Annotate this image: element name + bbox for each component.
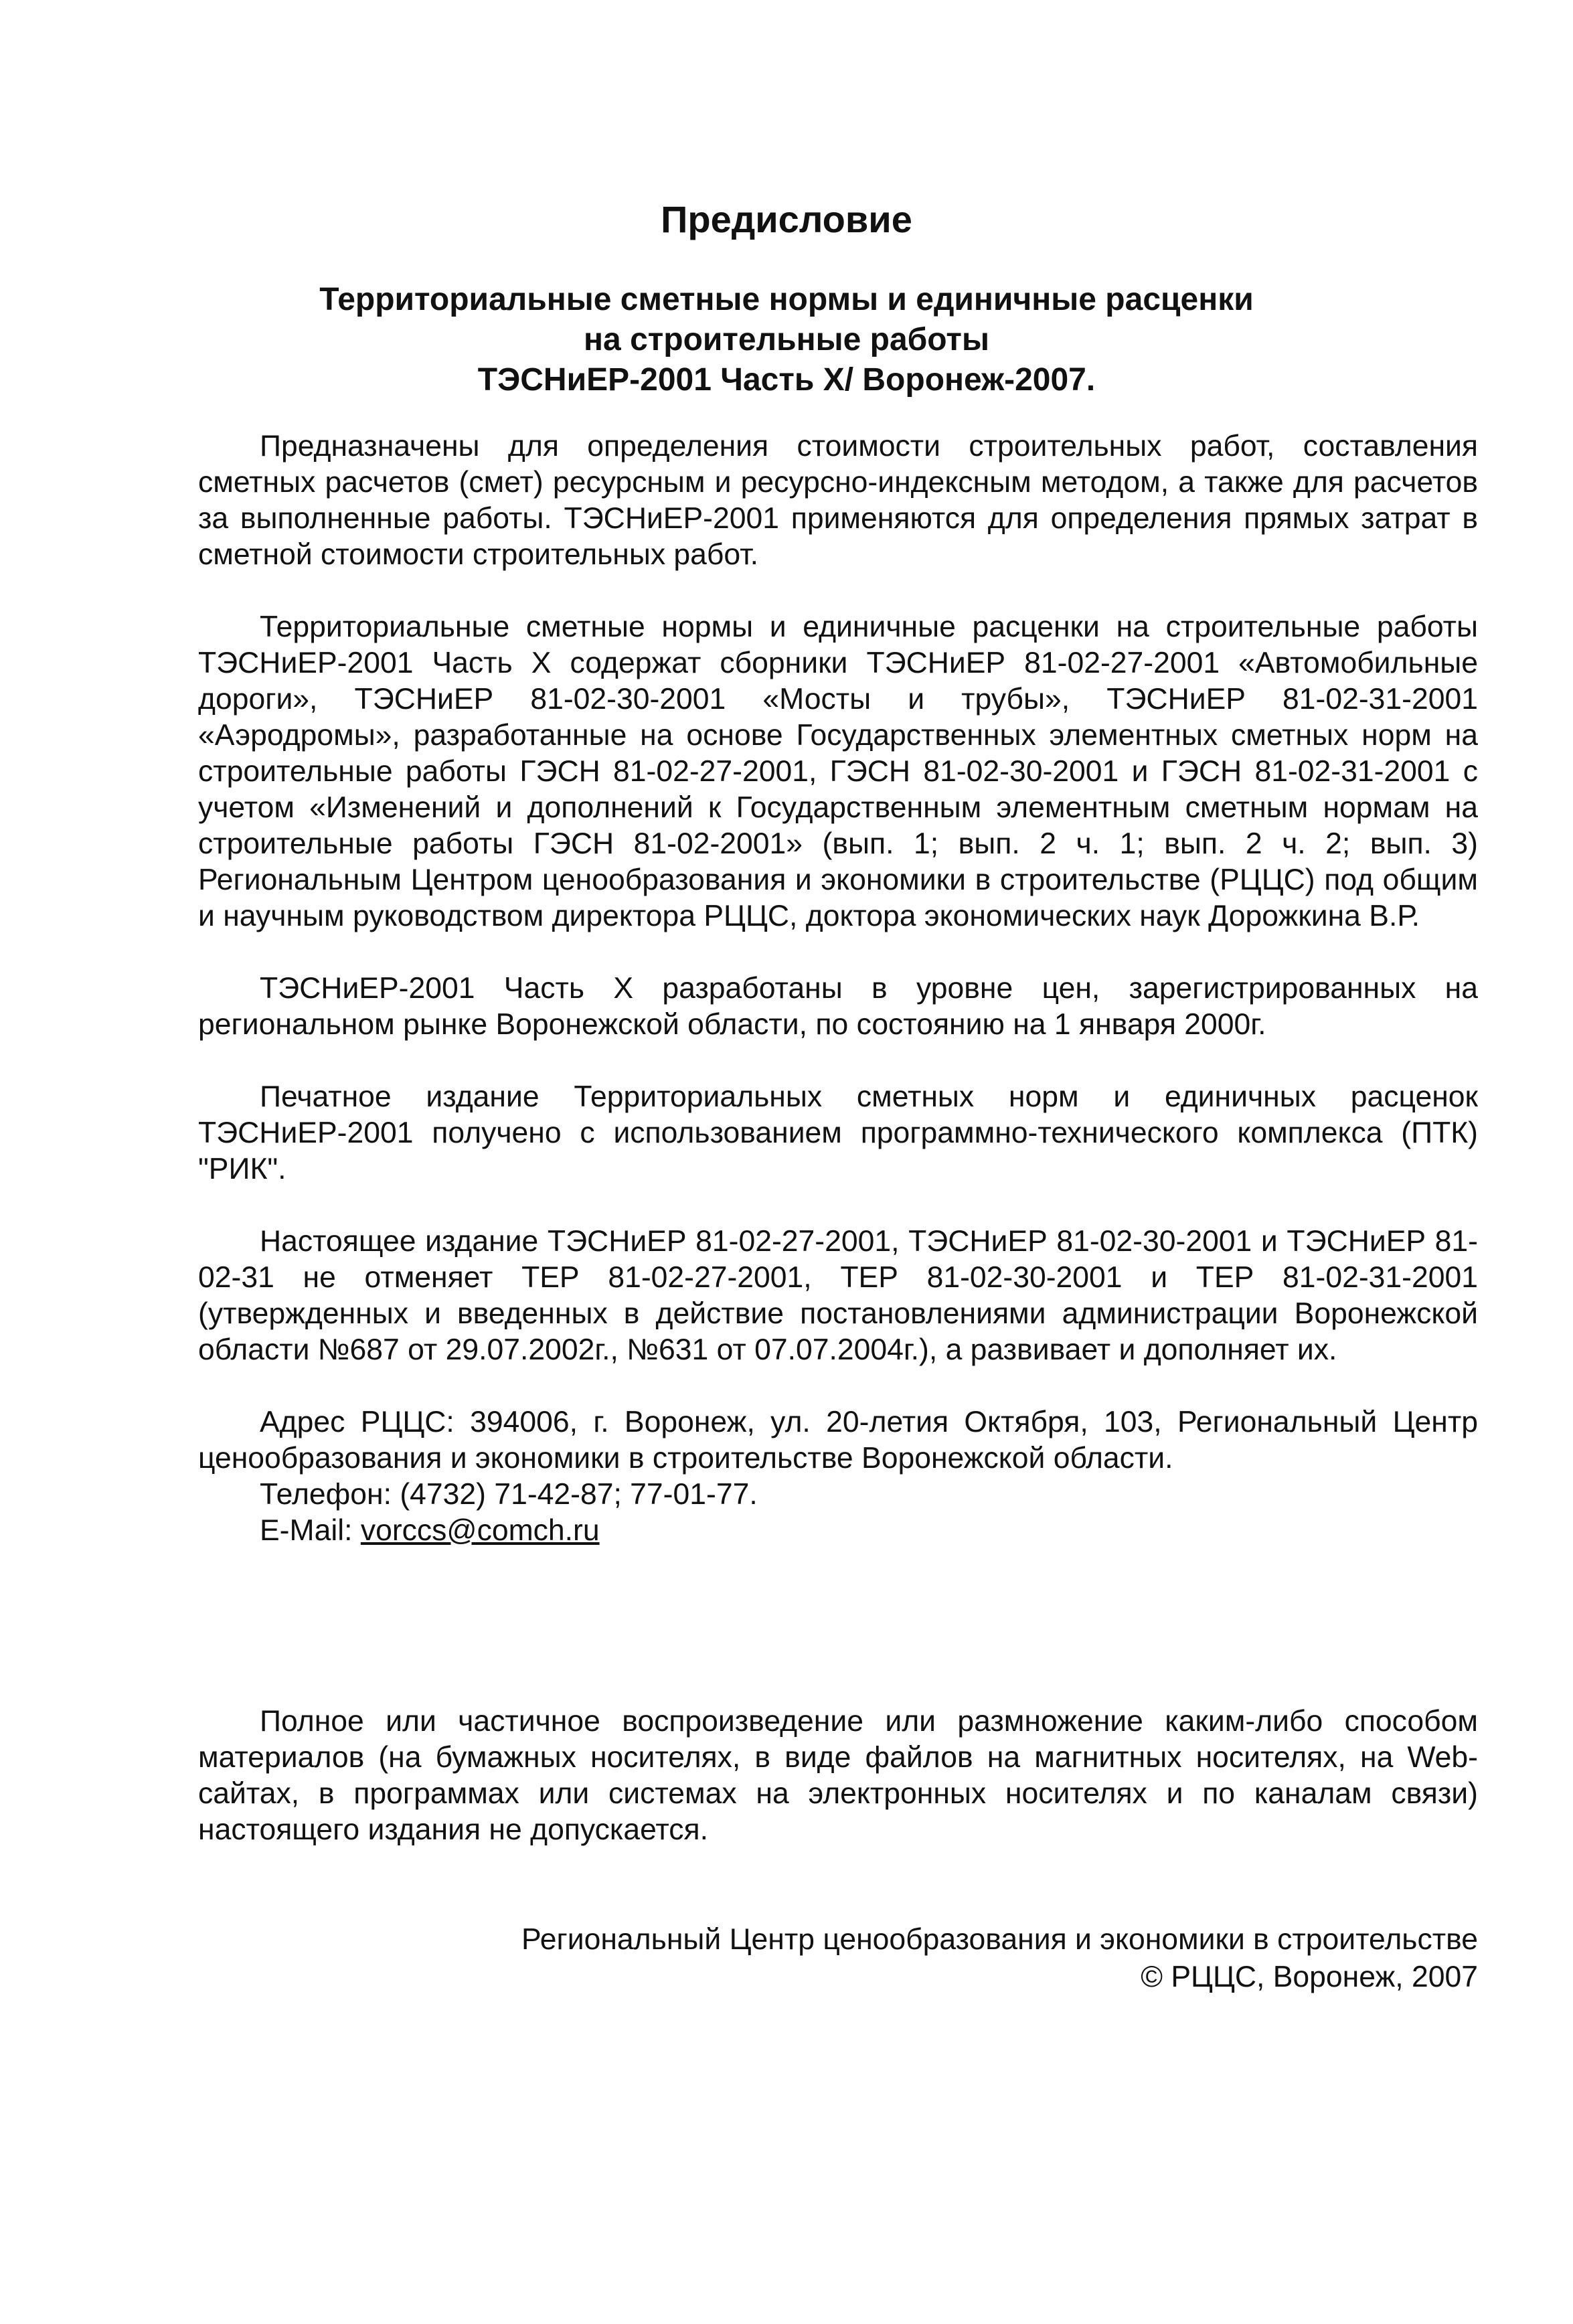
reproduction-notice: Полное или частичное воспроизведение или размножение каким-либо способом материалов (на бумажных носителях, в виде файлов на магнитных носителях, на Web-сайтах, в программах или системах на электронных носителях и по каналам связи) настоящего издания не допускается. [198, 1705, 1478, 1846]
email-label: E-Mail: [260, 1514, 361, 1547]
subtitle-line-3: ТЭСНиЕР-2001 Часть X/ Воронеж-2007. [477, 362, 1096, 398]
document-subtitle [201, 280, 1372, 400]
subtitle-line-1: Территориальные сметные нормы и единичные расценки [319, 282, 1254, 317]
subtitle-line-2: на строительные работы [584, 322, 989, 357]
contact-email [198, 1513, 1478, 1549]
contact-phone: Телефон: (4732) 71-42-87; 77-01-77. [260, 1478, 758, 1511]
page-footer [521, 1921, 1478, 1996]
paragraph-price-level: ТЭСНиЕР-2001 Часть X разработаны в уровне цен, зарегистрированных на региональном рынке Воронежской области, по состоянию на 1 января 2000г. [198, 972, 1478, 1041]
paragraph-contents: Территориальные сметные нормы и единичные расценки на строительные работы ТЭСНиЕР-2001 Часть X содержат сборники ТЭСНиЕР 81-02-27-2001 «Автомобильные дороги», ТЭСНиЕР 81-02-30-2001 «Мосты и трубы», ТЭСНиЕР 81-02-31-2001 «Аэродромы», разработанные на основе Государственных элементных сметных норм на строительные работы ГЭСН 81-02-27-2001, ГЭСН 81-02-30-2001 и ГЭСН 81-02-31-2001 с учетом «Изменений и дополнений к Государственным элементным сметным нормам на строительные работы ГЭСН 81-02-2001» (вып. 1; вып. 2 ч. 1; вып. 2 ч. 2; вып. 3) Региональным Центром ценообразования и экономики в строительстве (РЦЦС) под общим и научным руководством директора РЦЦС, доктора экономических наук Дорожкина В.Р. [198, 610, 1478, 932]
footer-organization: Региональный Центр ценообразования и экономики в строительстве [521, 1923, 1478, 1956]
paragraph-edition: Настоящее издание ТЭСНиЕР 81-02-27-2001, ТЭСНиЕР 81-02-30-2001 и ТЭСНиЕР 81-02-31 не отменяет ТЕР 81-02-27-2001, ТЕР 81-02-30-2001 и ТЕР 81-02-31-2001 (утвержденных и введенных в действие постановлениями администрации Воронежской области №687 от 29.07.2002г., №631 от 07.07.2004г.), а развивает и дополняет их. [198, 1225, 1478, 1366]
contact-address: Адрес РЦЦС: 394006, г. Воронеж, ул. 20-летия Октября, 103, Региональный Центр ценообразования и экономики в строительстве Воронежской области. [198, 1406, 1478, 1475]
copyright-notice [198, 1704, 1478, 1884]
paragraph-printing: Печатное издание Территориальных сметных норм и единичных расценок ТЭСНиЕР-2001 получено с использованием программно-технического комплекса (ПТК) "РИК". [198, 1080, 1478, 1185]
footer-copyright: © РЦЦС, Воронеж, 2007 [1141, 1961, 1478, 1993]
preface-body [198, 428, 1478, 1549]
email-link[interactable]: vorccs@comch.ru [360, 1514, 600, 1547]
page-title: Предисловие [661, 198, 912, 240]
paragraph-purpose: Предназначены для определения стоимости строительных работ, составления сметных расчетов (смет) ресурсным и ресурсно-индексным методом, а также для расчетов за выполненные работы. ТЭСНиЕР-2001 применяются для определения прямых затрат в сметной стоимости строительных работ. [198, 430, 1478, 571]
